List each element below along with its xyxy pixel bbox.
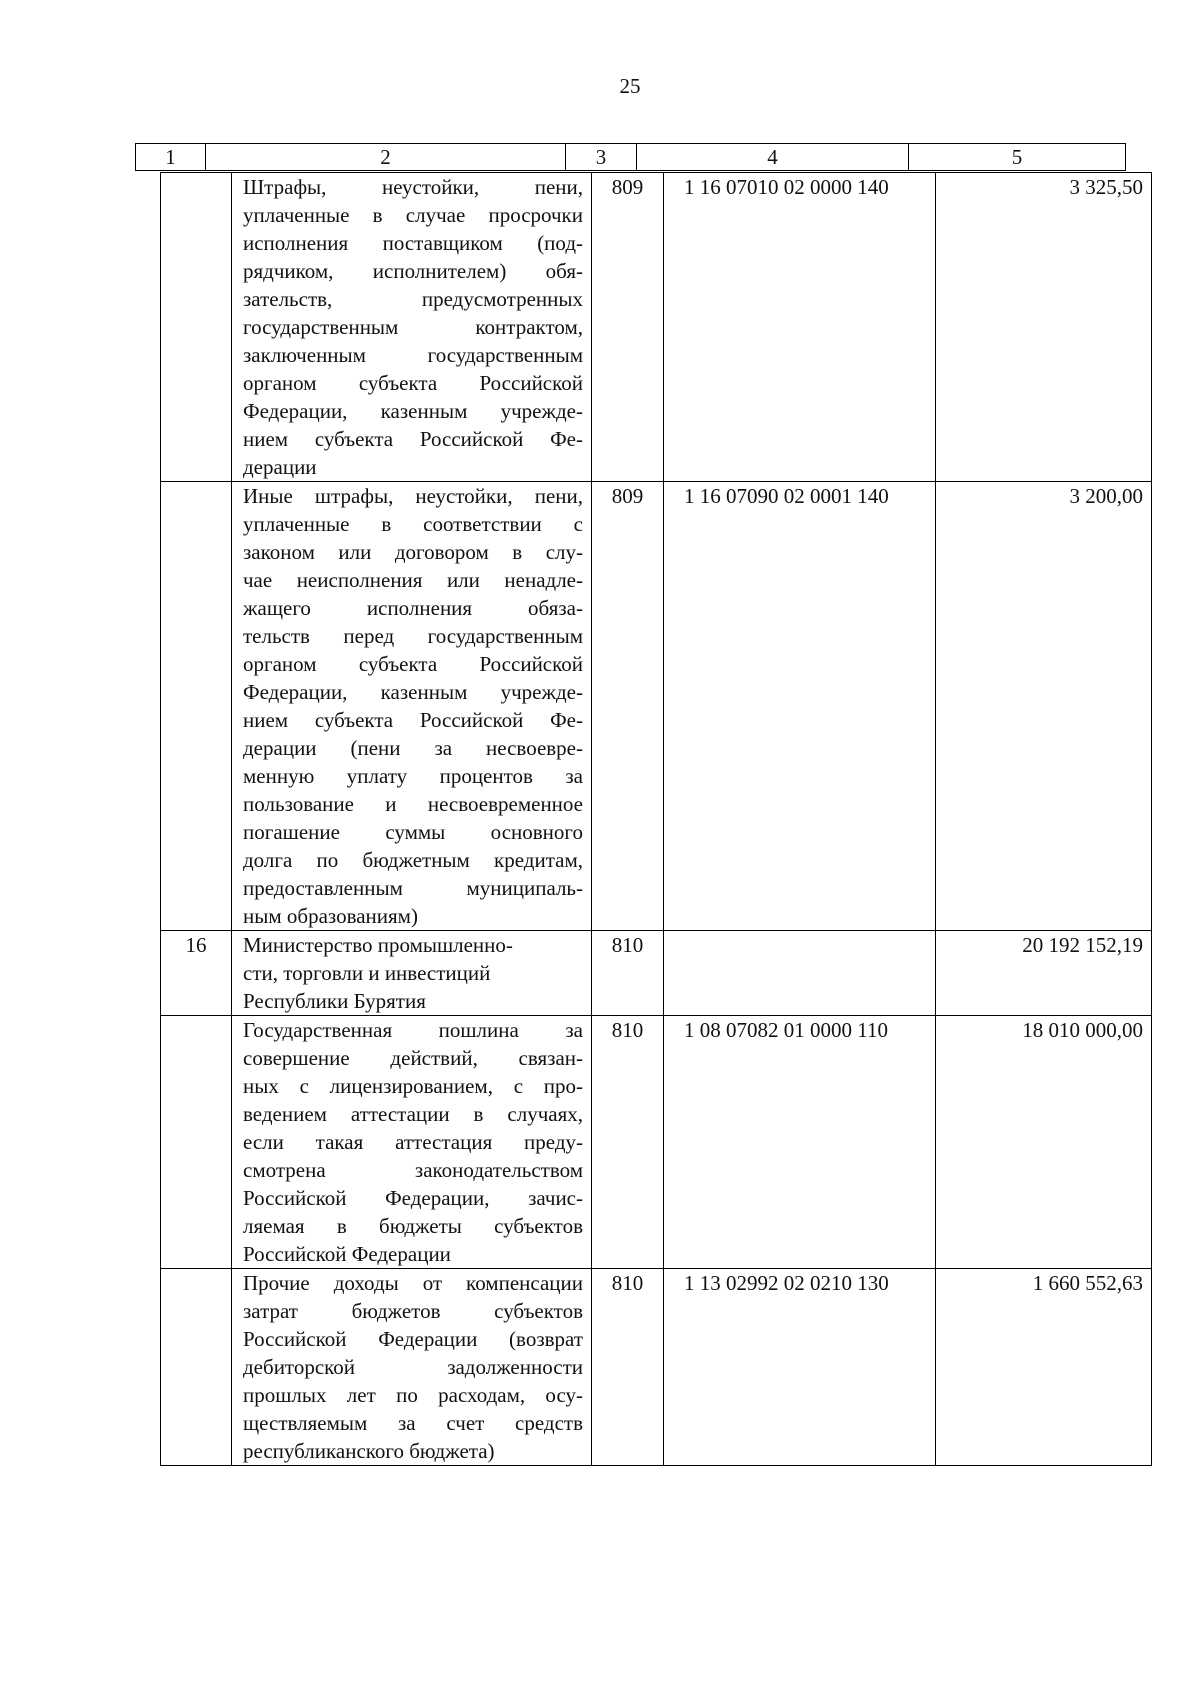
row-description: Штрафы, неустойки, пени, уплаченные в случае просрочки исполнения поставщиком (под- рядчиком, исполнителем) обя- зательств, предусмотренных государственным контрактом, заключенным государственным органом субъекта Российской Федерации, казенным учрежде- нием субъекта Российской Фе- дерации bbox=[232, 173, 592, 482]
row-budget-classification-code: 1 13 02992 02 0210 130 bbox=[664, 1269, 936, 1466]
row-budget-classification-code bbox=[664, 931, 936, 1016]
table-row bbox=[161, 1269, 1152, 1466]
header-col-3: 3 bbox=[566, 144, 637, 171]
header-col-5: 5 bbox=[909, 144, 1126, 171]
row-amount: 1 660 552,63 bbox=[936, 1269, 1152, 1466]
row-admin-code: 810 bbox=[592, 931, 664, 1016]
row-description: Прочие доходы от компенсации затрат бюджетов субъектов Российской Федерации (возврат дебиторской задолженности прошлых лет по расходам, осу- ществляемым за счет средств республиканского бюджета) bbox=[232, 1269, 592, 1466]
header-col-1: 1 bbox=[136, 144, 206, 171]
header-col-4: 4 bbox=[637, 144, 909, 171]
row-number bbox=[161, 482, 232, 931]
header-row bbox=[136, 144, 1126, 171]
row-number bbox=[161, 1016, 232, 1269]
row-admin-code: 810 bbox=[592, 1269, 664, 1466]
page-number: 25 bbox=[619, 74, 641, 98]
row-admin-code: 809 bbox=[592, 173, 664, 482]
table-row bbox=[161, 931, 1152, 1016]
row-amount: 3 200,00 bbox=[936, 482, 1152, 931]
row-number bbox=[161, 1269, 232, 1466]
column-number-header bbox=[135, 143, 1126, 171]
header-col-2: 2 bbox=[206, 144, 566, 171]
table-row bbox=[161, 1016, 1152, 1269]
row-number bbox=[161, 173, 232, 482]
row-description: Министерство промышленно- сти, торговли и инвестиций Республики Бурятия bbox=[232, 931, 592, 1016]
row-amount: 20 192 152,19 bbox=[936, 931, 1152, 1016]
row-description: Государственная пошлина за совершение действий, связан- ных с лицензированием, с про- ведением аттестации в случаях, если такая аттестация преду- смотрена законодательством Российской Федерации, зачис- ляемая в бюджеты субъектов Российской Федерации bbox=[232, 1016, 592, 1269]
row-amount: 18 010 000,00 bbox=[936, 1016, 1152, 1269]
row-amount: 3 325,50 bbox=[936, 173, 1152, 482]
table-row bbox=[161, 482, 1152, 931]
row-budget-classification-code: 1 16 07010 02 0000 140 bbox=[664, 173, 936, 482]
row-admin-code: 809 bbox=[592, 482, 664, 931]
row-number: 16 bbox=[161, 931, 232, 1016]
row-budget-classification-code: 1 16 07090 02 0001 140 bbox=[664, 482, 936, 931]
revenue-table bbox=[160, 172, 1152, 1466]
table-row bbox=[161, 173, 1152, 482]
row-budget-classification-code: 1 08 07082 01 0000 110 bbox=[664, 1016, 936, 1269]
row-description: Иные штрафы, неустойки, пени, уплаченные в соответствии с законом или договором в слу- чае неисполнения или ненадле- жащего исполнения обяза- тельств перед государственным органом субъекта Российской Федерации, казенным учрежде- нием субъекта Российской Фе- дерации (пени за несвоевре- менную уплату процентов за пользование и несвоевременное погашение суммы основного долга по бюджетным кредитам, предоставленным муниципаль- ным образованиям) bbox=[232, 482, 592, 931]
row-admin-code: 810 bbox=[592, 1016, 664, 1269]
